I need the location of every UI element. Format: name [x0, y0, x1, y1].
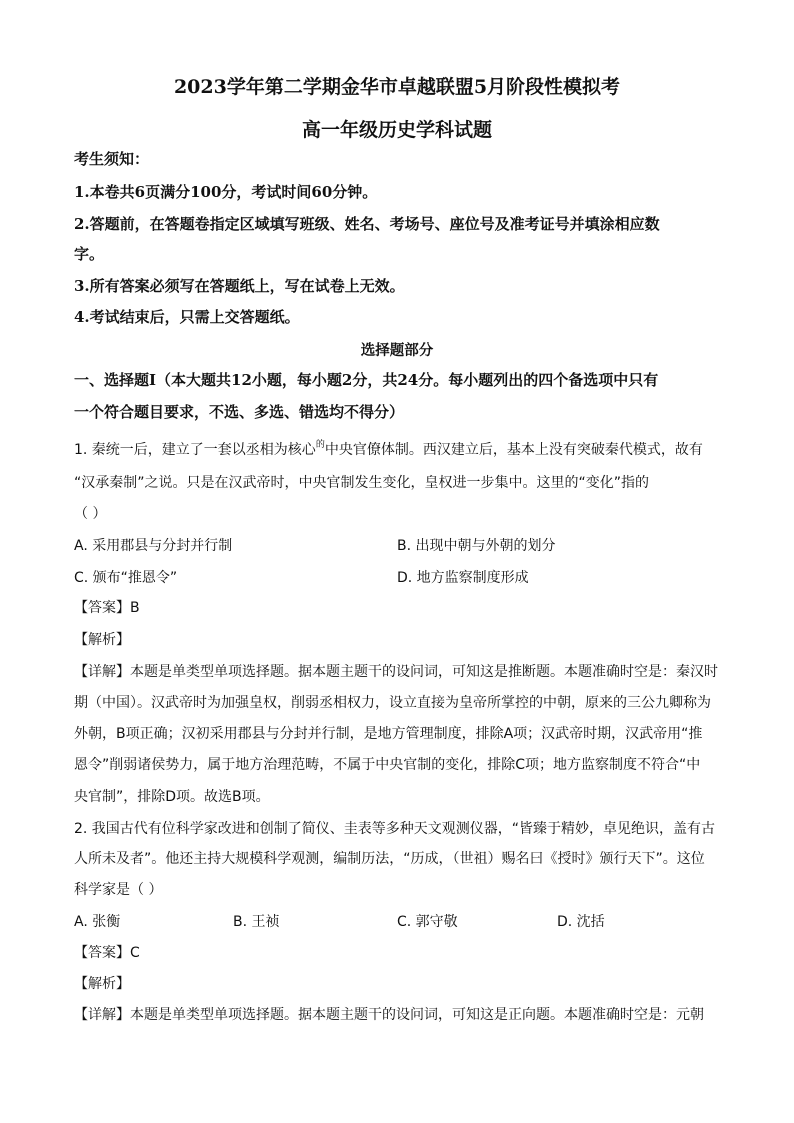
- q1-option-a: A. 采用郡县与分封并行制: [74, 538, 233, 554]
- q1-option-b: B. 出现中朝与外朝的划分: [397, 538, 556, 554]
- section-title: 选择题部分: [360, 342, 434, 359]
- part-heading-line-1: 一、选择题Ⅰ（本大题共12小题，每小题2分，共24分。每小题列出的四个备选项中只有: [74, 371, 659, 389]
- q2-stem-line-1: 2. 我国古代有位科学家改进和创制了简仪、圭表等多种天文观测仪器，“皆臻于精妙，卓见绝识，盖有古: [74, 821, 716, 837]
- q2-option-b: B. 王祯: [233, 914, 280, 930]
- q1-stem-line-1: [74, 439, 703, 459]
- notice-item-4: 4.考试结束后，只需上交答题纸。: [74, 308, 300, 326]
- q2-stem-line-3: 科学家是（ ）: [74, 882, 163, 898]
- notice-item-2-cont: 字。: [74, 245, 105, 263]
- q1-stem-line-3: （ ）: [74, 506, 107, 522]
- notice-item-2: 2.答题前，在答题卷指定区域填写班级、姓名、考场号、座位号及准考证号并填涂相应数: [74, 215, 660, 233]
- q1-stem-line-2: “汉承秦制”之说。只是在汉武帝时，中央官制发生变化，皇权进一步集中。这里的“变化”指的: [74, 475, 650, 491]
- q1-analysis-label: 【解析】: [74, 632, 130, 648]
- q2-option-d: D. 沈括: [557, 914, 605, 930]
- q1-detail-line-1: 【详解】本题是单类型单项选择题。据本题主题干的设问词，可知这是推断题。本题准确时空是：秦汉时: [74, 664, 718, 680]
- exam-subtitle: 高一年级历史学科试题: [301, 119, 492, 141]
- q1-detail-line-3: 外朝，B项正确；汉初采用郡县与分封并行制，是地方管理制度，排除A项；汉武帝时期，汉武帝用“推: [74, 726, 703, 742]
- q1-detail-line-2: 期（中国）。汉武帝时为加强皇权，削弱丞相权力，设立直接为皇帝所掌控的中朝，原来的三公九卿称为: [74, 695, 711, 711]
- q1-detail-line-5: 央官制”，排除D项。故选B项。: [74, 789, 270, 805]
- part-heading-line-2: 一个符合题目要求，不选、多选、错选均不得分）: [74, 403, 405, 421]
- notice-item-3: 3.所有答案必须写在答题纸上，写在试卷上无效。: [74, 277, 405, 295]
- q1-stem-sup: 的: [315, 440, 325, 450]
- q1-detail-line-4: 恩令”削弱诸侯势力，属于地方治理范畴，不属于中央官制的变化，排除C项；地方监察制度不符合“中: [74, 757, 701, 773]
- q2-detail-line-1: 【详解】本题是单类型单项选择题。据本题主题干的设问词，可知这是正向题。本题准确时空是：元朝: [74, 1007, 704, 1023]
- exam-title: 2023学年第二学期金华市卓越联盟5月阶段性模拟考: [173, 76, 621, 98]
- q2-stem-line-2: 人所未及者”。他还主持大规模科学观测，编制历法，“历成，（世祖）赐名曰《授时》颁行天下”。这位: [74, 851, 705, 867]
- q1-stem-part-a: 1. 秦统一后，建立了一套以丞相为核心: [74, 442, 316, 458]
- q2-option-c: C. 郭守敬: [397, 914, 458, 930]
- q2-analysis-label: 【解析】: [74, 976, 130, 992]
- notice-heading: 考生须知：: [74, 150, 150, 168]
- notice-item-1: 1.本卷共6页满分100分，考试时间60分钟。: [74, 183, 378, 201]
- q1-answer: 【答案】B: [74, 600, 140, 616]
- q1-option-d: D. 地方监察制度形成: [397, 570, 529, 586]
- q2-answer: 【答案】C: [74, 945, 140, 961]
- q2-option-a: A. 张衡: [74, 914, 121, 930]
- q1-option-c: C. 颁布“推恩令”: [74, 570, 178, 586]
- q1-stem-part-b: 中央官僚体制。西汉建立后，基本上没有突破秦代模式，故有: [324, 442, 703, 458]
